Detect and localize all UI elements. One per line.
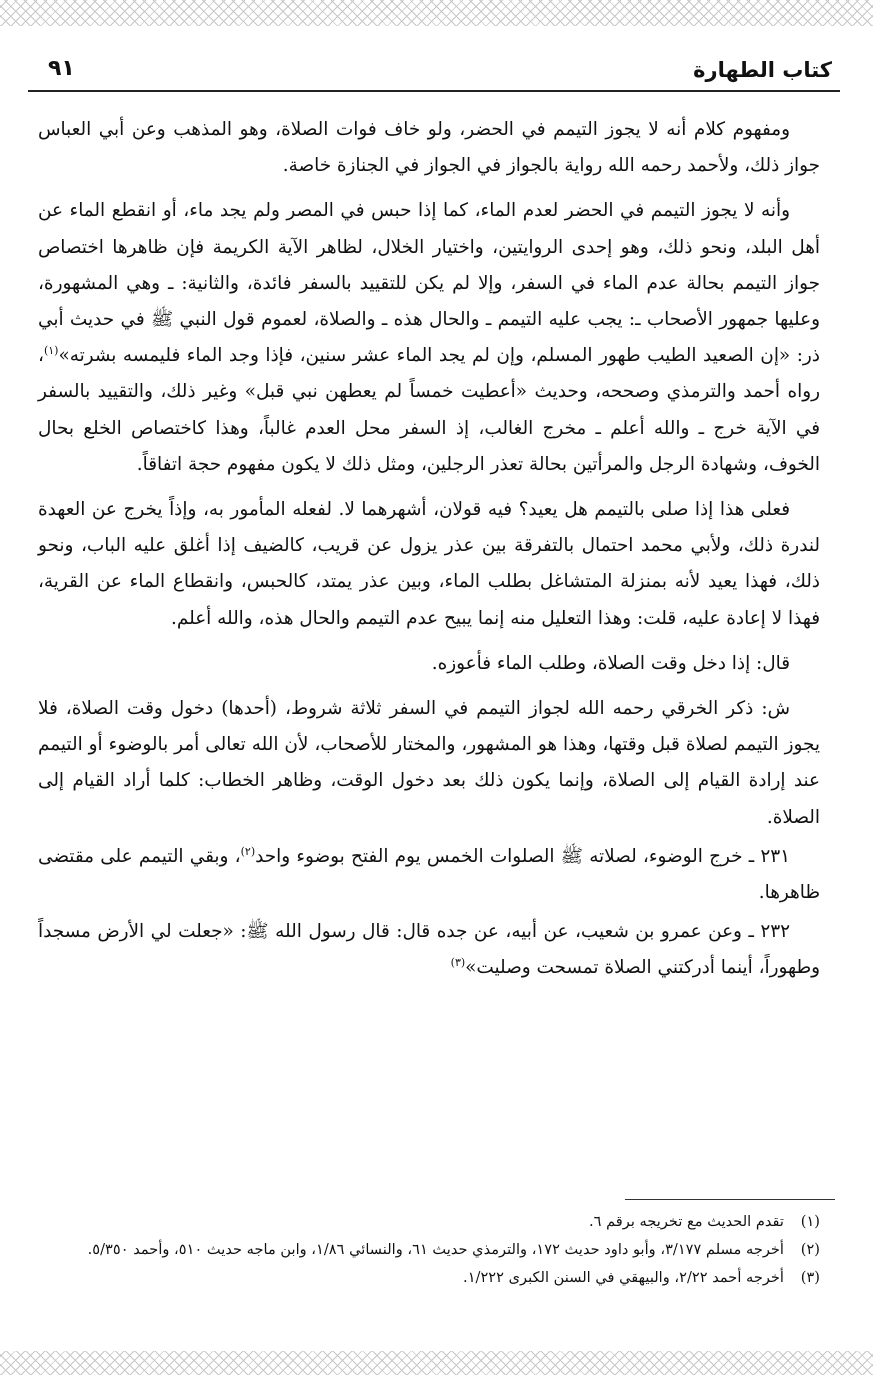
footnote-text: تقدم الحديث مع تخريجه برقم ٦. bbox=[588, 1213, 784, 1230]
footnote-mark: (٢) bbox=[240, 844, 256, 858]
footnote bbox=[38, 1236, 820, 1264]
footnote-text: أخرجه أحمد ٢/٢٢، والبيهقي في السنن الكبرى ١/٢٢٢. bbox=[463, 1269, 784, 1286]
page-number: ٩١ bbox=[48, 56, 75, 81]
decorative-border-bottom bbox=[0, 1351, 873, 1375]
paragraph: ش: ذكر الخرقي رحمه الله لجواز التيمم في السفر ثلاثة شروط، (أحدها) دخول وقت الصلاة، فلا يجوز التيمم لصلاة قبل وقتها، وهذا هو المشهور، والمختار للأصحاب، لأن الله تعالى أمر بالوضوء أو التيمم عند إرادة القيام إلى الصلاة، وإنما يكون ذلك بعد دخول الوقت، وظاهر الخطاب: كلما أراد القيام إلى الصلاة. bbox=[38, 698, 820, 828]
decorative-border-top bbox=[0, 0, 873, 26]
paragraph: فعلى هذا إذا صلى بالتيمم هل يعيد؟ فيه قولان، أشهرهما لا. لفعله المأمور به، وإذاً يخرج عن العهدة لندرة ذلك، ولأبي محمد احتمال بالتفرقة بين عذر يزول عن قريب، كالضيف إذا أغلق عليه الباب، ونحو ذلك، فهذا يعيد لأنه بمنزلة المتشاغل بطلب الماء، وبين عذر يمتد، كالحبس، وانقطاع الماء عن القرية، فهذا لا إعادة عليه، قلت: وهذا التعليل منه إنما يبيح عدم التيمم والحال هذه، والله أعلم. bbox=[38, 499, 820, 629]
footnotes bbox=[38, 1208, 820, 1292]
footnote-number: (٣) bbox=[800, 1269, 820, 1286]
paragraph: قال: إذا دخل وقت الصلاة، وطلب الماء فأعوزه. bbox=[431, 652, 790, 674]
footnote bbox=[38, 1208, 820, 1236]
footnote bbox=[38, 1264, 820, 1292]
footnote-number: (٢) bbox=[800, 1241, 820, 1258]
footnote-number: (١) bbox=[800, 1213, 820, 1230]
footnote-text: أخرجه مسلم ٣/١٧٧، وأبو داود حديث ١٧٢، والترمذي حديث ٦١، والنسائي ١/٨٦، وابن ماجه حديث ٥١٠، وأحمد ٥/٣٥٠. bbox=[87, 1241, 784, 1258]
footnote-mark: (٣) bbox=[450, 956, 466, 970]
footnote-mark: (١) bbox=[43, 344, 59, 358]
paragraph: ٢٣٢ ـ وعن عمرو بن شعيب، عن أبيه، عن جده قال: قال رسول الله ﷺ: «جعلت لي الأرض مسجداً وطهوراً، أينما أدركتني الصلاة تمسحت وصليت»$^{(٣)}$ bbox=[38, 921, 820, 979]
main-text bbox=[38, 112, 820, 996]
paragraph: ٢٣١ ـ خرج الوضوء، لصلاته ﷺ الصلوات الخمس يوم الفتح بوضوء واحد$^{(٢)}$، وبقي التيمم على مقتضى ظاهرها. bbox=[38, 844, 820, 904]
paragraph: وأنه لا يجوز التيمم في الحضر لعدم الماء، كما إذا حبس في المصر ولم يجد ماء، أو انقطع الماء عن أهل البلد، ونحو ذلك، وهو إحدى الروايتين، واختيار الخلال، لظاهر الآية الكريمة فإن ظاهرها اختصاص جواز التيمم بحالة عدم الماء في السفر، وإلا لم يكن للتقييد بالسفر فائدة، والثانية: ـ وهي المشهورة، وعليها جمهور الأصحاب ـ: يجب عليه التيمم ـ والحال هذه ـ والصلاة، لعموم قول النبي ﷺ في حديث أبي ذر: «إن الصعيد الطيب طهور المسلم، وإن لم يجد الماء عشر سنين، فإذا وجد الماء فليمسه بشرته»$^{(١)}$، رواه أحمد والترمذي وصححه، وحديث «أعطيت خمساً لم يعطهن نبي قبل» وغير ذلك، والتقييد بالسفر في الآية خرج ـ والله أعلم ـ مخرج الغالب، إذ السفر محل العدم غالباً، وهذا كاختصاص الخلع بحال الخوف، وشهادة الرجل والمرأتين بحالة تعذر الرجلين، ومثل ذلك لا يكون مفهوم حجة اتفاقاً. bbox=[38, 200, 820, 475]
paragraph: ومفهوم كلام أنه لا يجوز التيمم في الحضر، ولو خاف فوات الصلاة، وهو المذهب وعن أبي العباس جواز ذلك، ولأحمد رحمه الله رواية بالجواز في الجواز في الجنازة خاصة. bbox=[38, 119, 820, 177]
page-header bbox=[28, 54, 840, 92]
footnote-divider bbox=[625, 1199, 835, 1200]
book-title: كتاب الطهارة bbox=[693, 58, 832, 82]
